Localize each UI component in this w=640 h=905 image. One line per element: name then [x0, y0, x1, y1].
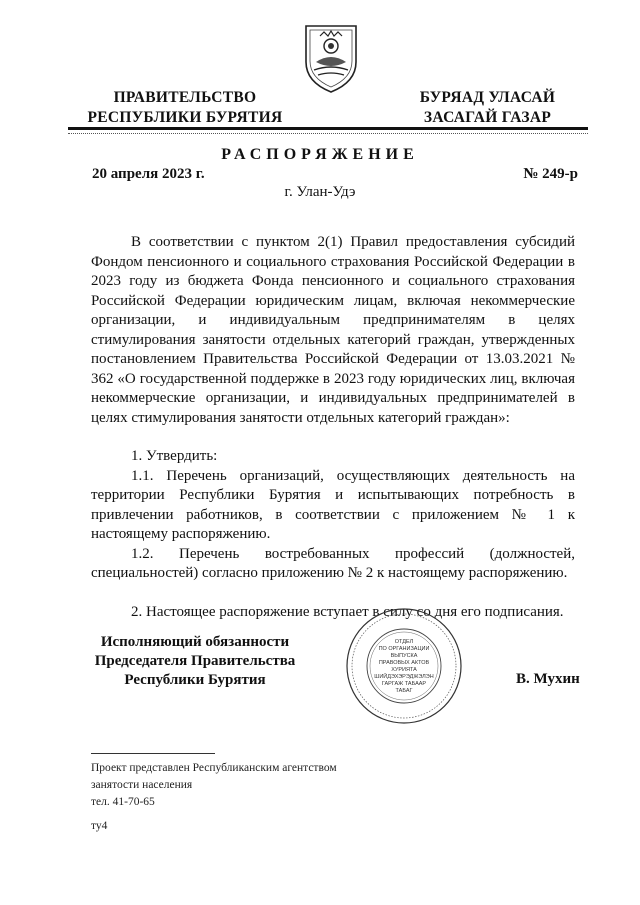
signatory-role-line2: Председателя Правительства: [94, 653, 296, 669]
svg-text:ПРАВОВЫХ АКТОВ: ПРАВОВЫХ АКТОВ: [378, 660, 430, 666]
item-1-2: 1.2. Перечень востребованных профессий (должностей, специальностей) согласно приложению № 2 к настоящему распоряжению.: [91, 545, 575, 581]
official-seal-icon: [344, 606, 464, 726]
seal-text: [374, 639, 433, 694]
svg-text:ТАБАГ: ТАБАГ: [395, 688, 413, 694]
document-body: [91, 233, 575, 622]
document-code: ту4: [91, 820, 108, 832]
item-2: 2. Настоящее распоряжение вступает в силу со дня его подписания.: [131, 603, 564, 620]
document-number: № 249-р: [523, 166, 578, 182]
document-title: РАСПОРЯЖЕНИЕ: [221, 146, 419, 163]
signatory-role-line1: Исполняющий обязанности: [100, 634, 290, 650]
footnote-divider: [91, 753, 215, 754]
footnote-line2: занятости населения: [91, 779, 193, 791]
header-right-line2: ЗАСАГАЙ ГАЗАР: [423, 109, 552, 126]
svg-text:ПО ОРГАНИЗАЦИИ: ПО ОРГАНИЗАЦИИ: [378, 646, 430, 652]
svg-text:ШИЙДЭХЭРЭДЖЭЛЭН: ШИЙДЭХЭРЭДЖЭЛЭН: [374, 674, 434, 680]
item-1: 1. Утвердить:: [131, 448, 218, 464]
header-divider-dotted: [68, 133, 588, 134]
item-1-1: 1.1. Перечень организаций, осуществляющих деятельность на территории Республики Бурятия и испытывающих потребность в привлечении работников, в соответствии с приложением № 1 к настоящему распоряжению.: [91, 467, 575, 542]
svg-text:ОТДЕЛ: ОТДЕЛ: [394, 639, 414, 645]
coat-of-arms-icon: [300, 22, 362, 94]
document-city: г. Улан-Удэ: [284, 184, 356, 200]
svg-text:ХУРИЯТА: ХУРИЯТА: [391, 667, 417, 673]
preamble-paragraph: В соответствии с пунктом 2(1) Правил предоставления субсидий Фондом пенсионного и социального страхования Российской Федерации в 2023 году из бюджета Фонда пенсионного и социального страхования Российской Федерации юридическим лицам, включая некоммерческие организации, и индивидуальным предпринимателям в целях стимулирования занятости отдельных категорий граждан, утвержденных постановлением Правительства Российской Федерации от 13.03.2021 № 362 «О государственной поддержке в 2023 году юридических лиц, включая некоммерческие организации, и индивидуальных предпринимателей в целях стимулирования занятости отдельных категорий граждан»:: [91, 234, 575, 426]
header-left-line1: ПРАВИТЕЛЬСТВО: [113, 89, 257, 106]
signatory-role-line3: Республики Бурятия: [124, 672, 266, 688]
signatory-role: [90, 633, 300, 690]
svg-text:ГАРГАЖ ТАБААР: ГАРГАЖ ТАБААР: [381, 681, 427, 687]
header-divider: [68, 127, 588, 130]
header-left-line2: РЕСПУБЛИКИ БУРЯТИЯ: [87, 109, 283, 126]
signatory-name: В. Мухин: [516, 671, 580, 687]
footnote: [91, 760, 337, 811]
header-right: [385, 88, 590, 128]
header-left: [60, 88, 310, 128]
svg-text:ВЫПУСКА: ВЫПУСКА: [390, 653, 418, 659]
document-date: 20 апреля 2023 г.: [92, 166, 205, 182]
header-right-line1: БУРЯАД УЛАСАЙ: [419, 89, 556, 106]
footnote-line1: Проект представлен Республиканским агентством: [91, 762, 337, 774]
footnote-phone: тел. 41-70-65: [91, 796, 155, 808]
